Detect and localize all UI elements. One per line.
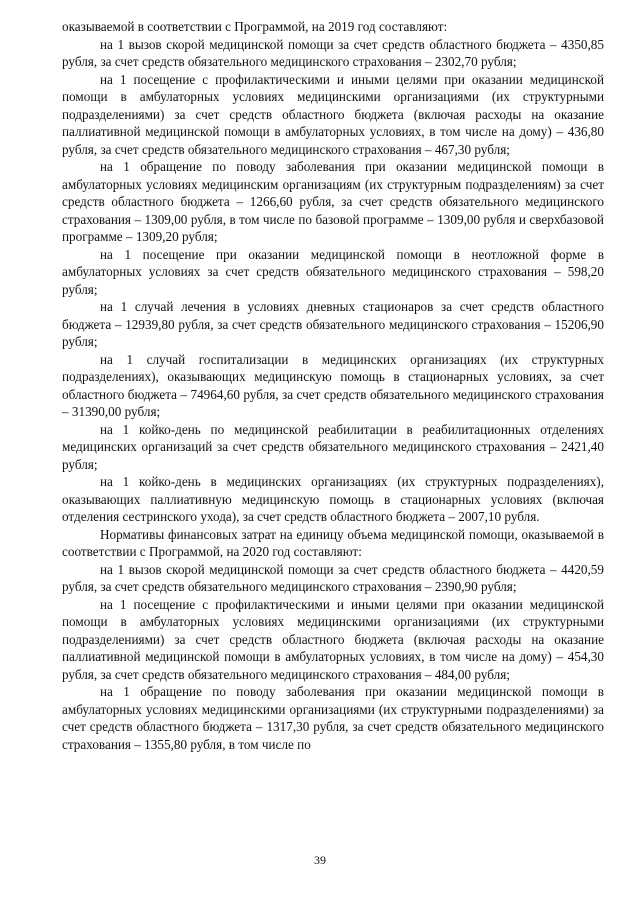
paragraph-2019-intro-continued: оказываемой в соответствии с Программой, на 2019 год составляют: bbox=[62, 19, 448, 34]
paragraph-2019-disease-appeal: на 1 обращение по поводу заболевания при оказании медицинской помощи в амбулаторных условиях медицинским организациям (их структурным подразделениям) за счет средств областного бюджета – 1266,60 рубля, за счет средств обязательного медицинского страхования – 1309,00 рубля, в том числе по базовой программе – 1309,00 рубля и сверхбазовой программе – 1309,20 рубля; bbox=[62, 159, 604, 244]
page-number: 39 bbox=[314, 853, 326, 867]
paragraph-2019-hospitalization-case: на 1 случай госпитализации в медицинских организациях (их структурных подразделениях), оказывающих медицинскую помощь в стационарных условиях, за счет областного бюджета – 74964,60 рубля, за счет средств обязательного медицинского страхования – 31390,00 рубля; bbox=[62, 351, 604, 419]
paragraph-2020-disease-appeal: на 1 обращение по поводу заболевания при оказании медицинской помощи в амбулаторных условиях медицинскими организациями (их структурными подразделениями) за счет средств областного бюджета – 1317,30 рубля, за счет средств обязательного медицинского страхования – 1355,80 рубля, в том числе по bbox=[62, 684, 604, 752]
paragraph-2019-urgent-visit: на 1 посещение при оказании медицинской помощи в неотложной форме в амбулаторных условиях за счет средств обязательного медицинского страхования – 598,20 рубля; bbox=[62, 246, 604, 297]
paragraph-2019-rehabilitation-bed-day: на 1 койко-день по медицинской реабилитации в реабилитационных отделениях медицинских организаций за счет средств обязательного медицинского страхования – 2421,40 рубля; bbox=[62, 421, 604, 472]
document-page bbox=[62, 18, 604, 753]
paragraph-2020-intro: Нормативы финансовых затрат на единицу объема медицинской помощи, оказываемой в соответствии с Программой, на 2020 год составляют: bbox=[62, 526, 604, 559]
paragraph-2019-ambulance-call: на 1 вызов скорой медицинской помощи за счет средств областного бюджета – 4350,85 рубля, за счет средств обязательного медицинского страхования – 2302,70 рубля; bbox=[62, 36, 604, 69]
paragraph-2019-day-hospital-case: на 1 случай лечения в условиях дневных стационаров за счет средств областного бюджета – 12939,80 рубля, за счет средств обязательного медицинского страхования – 15206,90 рубля; bbox=[62, 299, 604, 349]
paragraph-2019-preventive-visit: на 1 посещение с профилактическими и иными целями при оказании медицинской помощи в амбулаторных условиях медицинскими организациями (их структурными подразделениями) за счет средств областного бюджета (включая расходы на оказание паллиативной медицинской помощи в амбулаторных условиях, в том числе на дому) – 436,80 рубля, за счет средств обязательного медицинского страхования – 467,30 рубля; bbox=[62, 71, 604, 157]
paragraph-2019-palliative-bed-day: на 1 койко-день в медицинских организациях (их структурных подразделениях), оказывающих паллиативную медицинскую помощь в стационарных условиях (включая отделения сестринского ухода), за счет средств областного бюджета – 2007,10 рубля. bbox=[62, 474, 604, 524]
paragraph-2020-preventive-visit: на 1 посещение с профилактическими и иными целями при оказании медицинской помощи в амбулаторных условиях медицинскими организациями (их структурными подразделениями) за счет средств областного бюджета (включая расходы на оказание паллиативной медицинской помощи в амбулаторных условиях, в том числе на дому) – 454,30 рубля, за счет средств обязательного медицинского страхования – 484,00 рубля; bbox=[62, 596, 604, 682]
paragraph-2020-ambulance-call: на 1 вызов скорой медицинской помощи за счет средств областного бюджета – 4420,59 рубля, за счет средств обязательного медицинского страхования – 2390,90 рубля; bbox=[62, 561, 604, 594]
